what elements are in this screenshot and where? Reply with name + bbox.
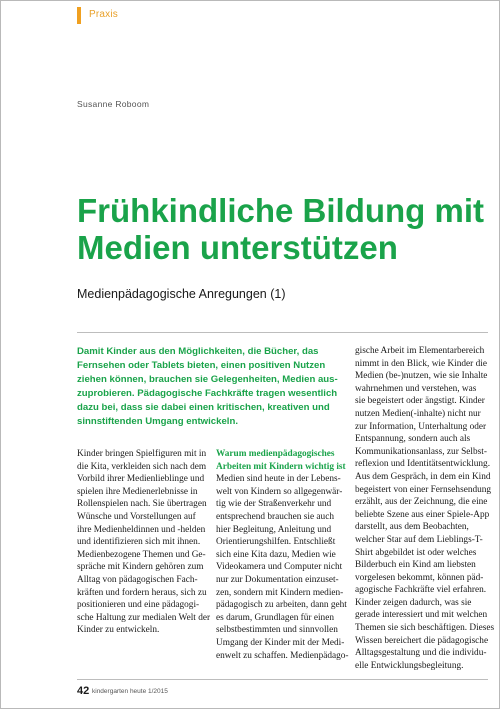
- lead-line: dazu bei, dass sie dabei einen kritischen, kreativen und: [77, 402, 330, 413]
- lead-line: sinnstiftenden Umgang entwickeln.: [77, 416, 238, 427]
- body-line: Medien sind heute in der Lebens-: [216, 474, 341, 485]
- divider-bottom: [77, 679, 488, 680]
- body-line: Medien (be-)nutzen, wie sie Inhalte: [355, 371, 488, 382]
- lead-line: Fernsehen oder Tablets bieten, einen positiven Nutzen: [77, 360, 326, 371]
- body-line: ihre Medienheldinnen und -helden: [77, 524, 206, 535]
- body-line: enwelt zu schaffen. Medienpädago-: [216, 650, 349, 661]
- body-line: Medienbezogene Themen und Ge-: [77, 549, 206, 560]
- body-line: gische Arbeit im Elementarbereich: [355, 346, 485, 356]
- body-line: positionieren und eine pädagogi-: [77, 600, 200, 611]
- body-line: spielen ihre Medienerlebnisse in: [77, 486, 198, 497]
- body-column-1: [77, 448, 209, 637]
- body-line: Bilderbuch ein Kind am liebsten: [355, 560, 476, 571]
- body-line: reflexion und Identitätsentwicklung.: [355, 459, 491, 470]
- body-line: welt von Kindern so allgegenwär-: [216, 486, 343, 497]
- lead-paragraph: [77, 345, 339, 429]
- body-line: tig wie der Straßenverkehr und: [216, 499, 332, 510]
- section-marker: [77, 7, 81, 24]
- article-title: [77, 192, 484, 266]
- body-line: gerade interessiert und mit welchen: [355, 610, 488, 621]
- publication-info: kindergarten heute 1/2015: [92, 688, 168, 695]
- lead-line: zuprobieren. Pädagogische Fachkräfte tragen wesentlich: [77, 388, 338, 399]
- body-column-2: [216, 448, 349, 662]
- author-name: Susanne Roboom: [77, 99, 150, 109]
- lead-line: Damit Kinder aus den Möglichkeiten, die Bücher, das: [77, 346, 319, 357]
- body-line: wahrnehmen und verstehen, was: [355, 383, 477, 394]
- body-line: entsprechend brauchen sie auch: [216, 511, 334, 522]
- section-heading: Warum medienpädagogisches: [216, 449, 335, 459]
- body-line: beliebte Szene aus einer Spiele-App: [355, 509, 490, 520]
- section-label: Praxis: [89, 9, 118, 20]
- body-line: zur Information, Unterhaltung oder: [355, 421, 487, 432]
- body-line: sie begeistert oder ängstigt. Kinder: [355, 396, 485, 407]
- body-line: agogische Fachkräfte viel erfahren.: [355, 585, 487, 596]
- body-line: hier Begleitung, Anleitung und: [216, 524, 332, 535]
- body-line: kräften und fordern heraus, sich zu: [77, 587, 207, 598]
- body-line: Alltagsgestaltung und die individu-: [355, 648, 487, 659]
- body-line: Kommunikationsanlass, zur Selbst-: [355, 446, 487, 457]
- title-line: Medien unterstützen: [77, 229, 398, 266]
- body-line: Vorbild ihrer Medienlieblinge und: [77, 474, 205, 485]
- body-line: Kinder bringen Spielfiguren mit in: [77, 449, 207, 459]
- body-line: sche Haltung zur medialen Welt der: [77, 612, 211, 623]
- body-line: darstellt, aus dem Beobachten,: [355, 522, 469, 533]
- body-line: Kinder zu entwickeln.: [77, 625, 160, 636]
- body-line: nimmt in den Blick, wie Kinder die: [355, 358, 487, 369]
- body-line: zen, sondern mit Kindern medien-: [216, 587, 344, 598]
- body-line: Wissen bereichert die pädagogische: [355, 635, 489, 646]
- body-line: Entspannung, sondern auch als: [355, 434, 471, 445]
- body-line: elle Entwicklungsbegleitung.: [355, 660, 464, 671]
- page-number: 42: [77, 685, 90, 697]
- body-line: und identifizieren sich mit ihnen.: [77, 537, 201, 548]
- lead-line: ziehen können, brauchen sie Gelegenheiten, Medien aus-: [77, 374, 338, 385]
- body-line: Rollenspielen nach. Sie übertragen: [77, 499, 207, 510]
- body-line: die Kita, verkleiden sich nach dem: [77, 461, 207, 472]
- body-line: es darum, Grundlagen für einen: [216, 612, 334, 623]
- body-line: pädagogisch zu arbeiten, dann geht: [216, 600, 347, 611]
- body-line: Videokamera und Computer nicht: [216, 562, 343, 573]
- section-heading: Arbeiten mit Kindern wichtig ist: [216, 461, 346, 472]
- body-column-3: [355, 345, 495, 672]
- body-line: Shirt abgebildet ist oder welches: [355, 547, 477, 558]
- body-line: Alltag von pädagogischen Fach-: [77, 574, 198, 585]
- body-line: nur zur Dokumentation einzuset-: [216, 574, 339, 585]
- body-line: Wünsche und Vorstellungen auf: [77, 511, 196, 522]
- body-line: spräche mit Kindern gehören zum: [77, 562, 204, 573]
- body-line: Orientierungshilfen. Entschließt: [216, 537, 336, 548]
- body-line: erzählt, aus der Zeichnung, die eine: [355, 497, 488, 508]
- body-line: Aus dem Gespräch, in dem ein Kind: [355, 471, 491, 482]
- divider-top: [77, 332, 488, 333]
- body-line: welcher Star auf dem Lieblings-T-: [355, 534, 483, 545]
- body-line: begeistert von einer Fernsehsendung: [355, 484, 492, 495]
- title-line: Frühkindliche Bildung mit: [77, 192, 484, 229]
- body-line: Themen sie sich beschäftigen. Dieses: [355, 623, 495, 634]
- body-line: sich eine Kita dazu, Medien wie: [216, 549, 336, 560]
- body-line: Kinder zeigen dadurch, was sie: [355, 597, 472, 608]
- body-line: nutzen Medien(-inhalte) nicht nur: [355, 408, 481, 419]
- body-line: Umgang der Kinder mit der Medi-: [216, 637, 345, 648]
- article-subtitle: Medienpädagogische Anregungen (1): [77, 287, 286, 301]
- body-line: selbstbestimmten und sinnvollen: [216, 625, 338, 636]
- body-line: vorgelesen bekommt, können päd-: [355, 572, 484, 583]
